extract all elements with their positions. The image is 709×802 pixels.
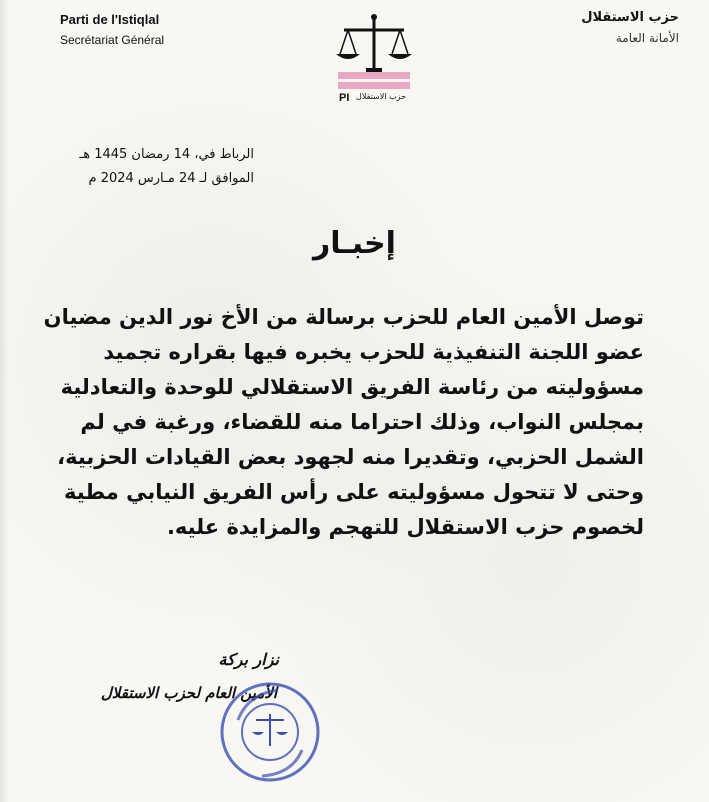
logo-party-name: حزب الاستقلال <box>356 92 406 101</box>
body-line: عضو اللجنة التنفيذية للحزب يخبره فيها بقراره تجميد <box>103 340 644 364</box>
date-hijri: الرباط في، 14 رمضان 1445 هـ <box>79 147 254 162</box>
signatory-name: نزار بركة <box>218 650 279 669</box>
secretariat-fr: Secrétariat Général <box>60 33 165 47</box>
body-line: الشمل الحزبي، وتقديرا منه لجهود بعض القيادات الحزبية، <box>57 445 644 469</box>
date-gregorian: الموافق لـ 24 مـارس 2024 م <box>88 171 254 186</box>
signatory-title: الأمين العام لحزب الاستقلال <box>100 684 277 702</box>
body-line: توصل الأمين العام للحزب برسالة من الأخ نور الدين مضيان <box>43 305 644 329</box>
logo-abbreviation: PI <box>339 92 350 104</box>
body-line: لخصوم حزب الاستقلال للتهجم والمزايدة عليه. <box>166 515 644 539</box>
body-line: وحتى لا تتحول مسؤوليته على رأس الفريق النيابي مطية <box>64 480 644 504</box>
body-line: مسؤوليته من رئاسة الفريق الاستقلالي للوحدة والتعادلية <box>60 375 644 399</box>
party-name-ar: حزب الاستقلال <box>581 10 679 25</box>
official-stamp-icon <box>218 680 322 784</box>
header-right <box>519 10 679 45</box>
header-left <box>60 12 200 47</box>
party-name-fr: Parti de l'Istiqlal <box>60 12 160 27</box>
page-edge-shadow <box>0 0 8 802</box>
date-block <box>79 143 254 191</box>
body-paragraph <box>43 300 644 545</box>
secretariat-ar: الأمانة العامة <box>615 31 679 45</box>
body-line: بمجلس النواب، وذلك احتراما منه للقضاء، ورغبة في لم <box>80 410 644 434</box>
document-title: إخبـار <box>313 226 396 261</box>
